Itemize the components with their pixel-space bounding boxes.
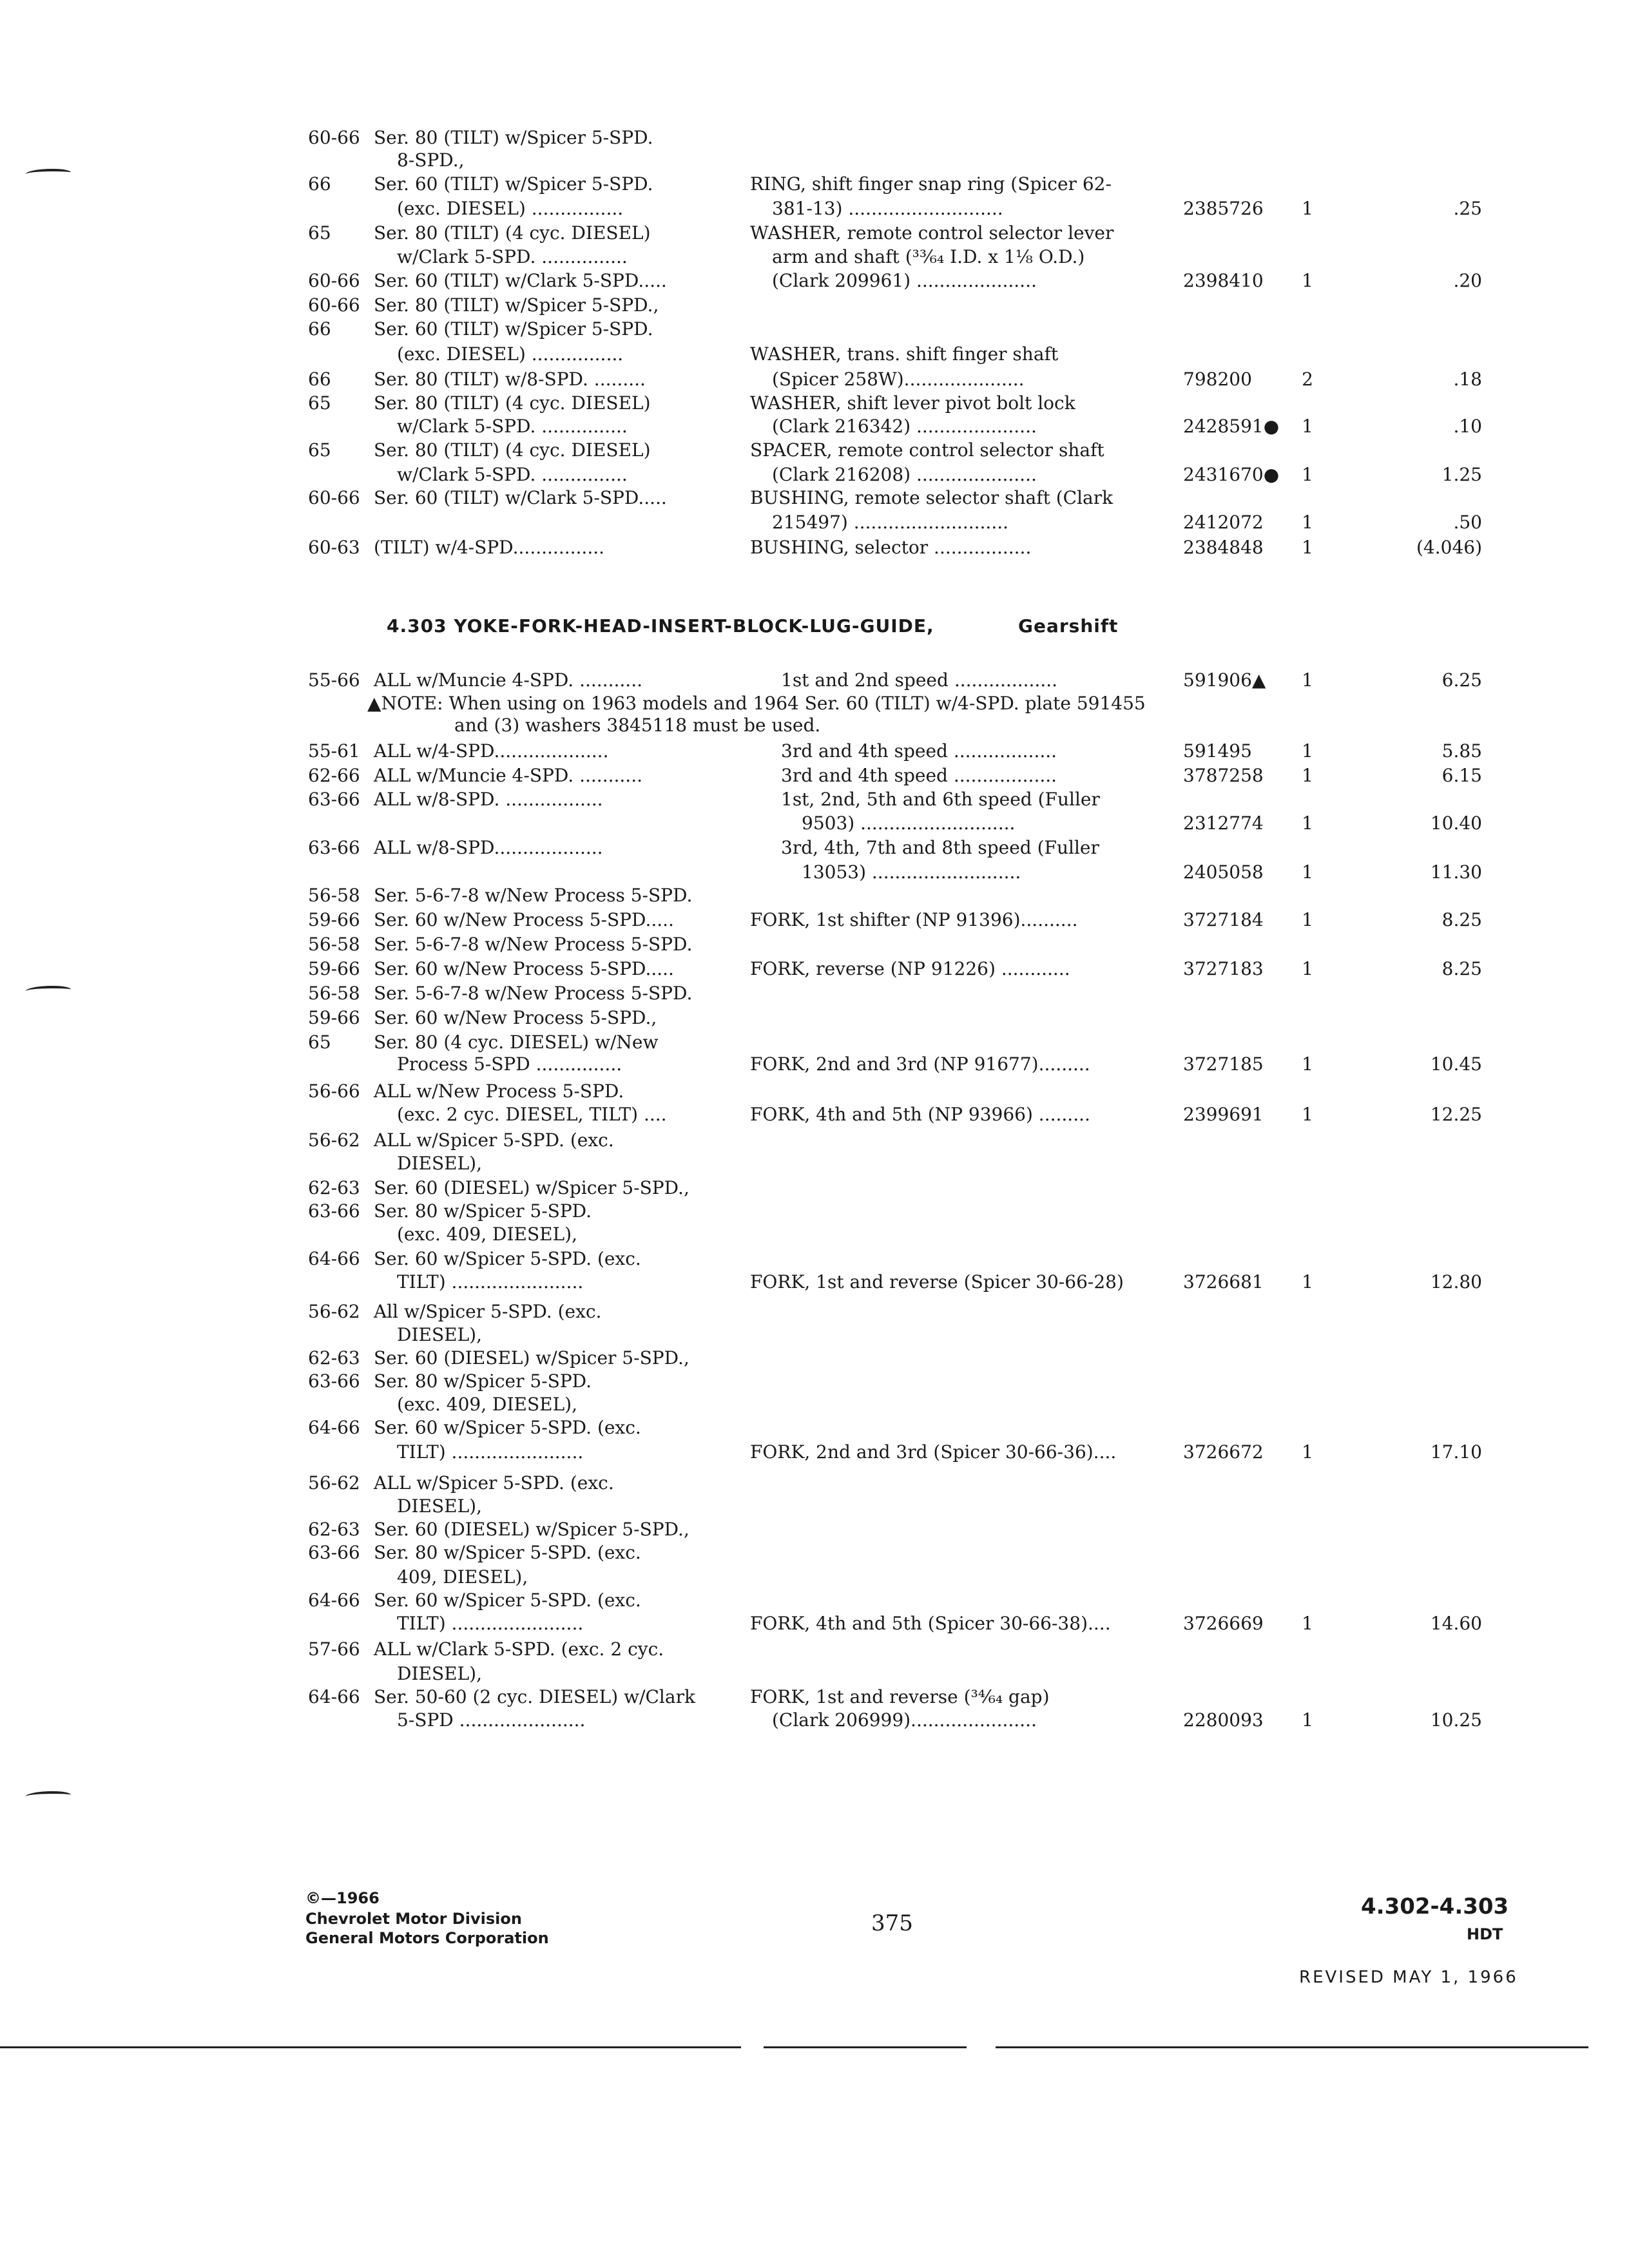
- application-text: ALL w/Spicer 5-SPD. (exc.: [374, 1129, 614, 1151]
- application-text: Ser. 80 (TILT) w/8-SPD. .........: [374, 369, 646, 390]
- part-description: FORK, 2nd and 3rd (NP 91677).........: [750, 1053, 1090, 1075]
- part-number: 2428591●: [1183, 416, 1280, 437]
- application-text: DIESEL),: [397, 1495, 482, 1517]
- list-price: 6.25: [1441, 669, 1482, 691]
- footer-rule: [0, 2046, 741, 2048]
- application-years: 56-58: [308, 885, 360, 906]
- part-description: 1st and 2nd speed ..................: [781, 669, 1058, 691]
- part-description: WASHER, trans. shift finger shaft: [750, 343, 1059, 365]
- quantity: 1: [1302, 958, 1313, 979]
- application-years: 63-66: [308, 1542, 360, 1563]
- application-text: ALL w/Muncie 4-SPD. ...........: [374, 669, 643, 691]
- part-description: FORK, 4th and 5th (NP 93966) .........: [750, 1104, 1090, 1125]
- application-years: 64-66: [308, 1417, 360, 1438]
- application-years: 60-66: [308, 127, 360, 148]
- application-text: All w/Spicer 5-SPD. (exc.: [374, 1301, 602, 1322]
- application-text: TILT) .......................: [397, 1613, 584, 1634]
- part-description: (Clark 209961) .....................: [772, 270, 1037, 291]
- application-years: 64-66: [308, 1686, 360, 1707]
- list-price: 17.10: [1430, 1441, 1482, 1463]
- application-text: Ser. 80 (4 cyc. DIESEL) w/New: [374, 1032, 659, 1053]
- quantity: 1: [1302, 1104, 1313, 1125]
- footer-rule: [996, 2046, 1588, 2048]
- part-description: arm and shaft (³³⁄₆₄ I.D. x 1⅛ O.D.): [772, 246, 1085, 267]
- application-text: Ser. 5-6-7-8 w/New Process 5-SPD.: [374, 983, 693, 1004]
- application-years: 65: [308, 222, 331, 244]
- application-years: 59-66: [308, 909, 360, 930]
- part-number: 2399691: [1183, 1104, 1264, 1125]
- list-price: 10.45: [1430, 1053, 1482, 1075]
- application-text: Ser. 80 w/Spicer 5-SPD.: [374, 1370, 592, 1392]
- list-price: 12.25: [1430, 1104, 1482, 1125]
- application-years: 63-66: [308, 837, 360, 858]
- part-description: (Clark 216342) .....................: [772, 416, 1037, 437]
- quantity: 1: [1302, 812, 1313, 834]
- part-description: 381-13) ...........................: [772, 198, 1003, 219]
- application-text: Ser. 5-6-7-8 w/New Process 5-SPD.: [374, 885, 693, 906]
- section-heading-suffix: Gearshift: [1018, 615, 1119, 637]
- quantity: 1: [1302, 1613, 1313, 1634]
- part-number: 591906▲: [1183, 669, 1266, 691]
- note-text: ▲NOTE: When using on 1963 models and 1964 Ser. 60 (TILT) w/4-SPD. plate 591455: [367, 693, 1146, 714]
- application-years: 62-63: [308, 1347, 360, 1369]
- application-text: TILT) .......................: [397, 1271, 584, 1293]
- application-text: Ser. 5-6-7-8 w/New Process 5-SPD.: [374, 934, 693, 955]
- quantity: 1: [1302, 1271, 1313, 1293]
- list-price: (4.046): [1416, 537, 1482, 558]
- quantity: 1: [1302, 1053, 1313, 1075]
- part-description: FORK, 1st and reverse (³⁴⁄₆₄ gap): [750, 1686, 1050, 1707]
- page-number: 375: [871, 1910, 913, 1936]
- list-price: 8.25: [1441, 909, 1482, 930]
- part-number: 3787258: [1183, 765, 1264, 786]
- application-text: Ser. 60 (DIESEL) w/Spicer 5-SPD.,: [374, 1347, 689, 1369]
- part-number: 2385726: [1183, 198, 1264, 219]
- application-years: 63-66: [308, 1370, 360, 1392]
- application-years: 56-62: [308, 1301, 360, 1322]
- part-description: SPACER, remote control selector shaft: [750, 439, 1104, 461]
- application-years: 66: [308, 173, 331, 195]
- list-price: 10.25: [1430, 1709, 1482, 1731]
- list-price: 10.40: [1430, 812, 1482, 834]
- part-description: FORK, 1st and reverse (Spicer 30-66-28): [750, 1271, 1124, 1293]
- application-text: 5-SPD ......................: [397, 1709, 586, 1731]
- part-number: 3726669: [1183, 1613, 1264, 1634]
- part-number: 2312774: [1183, 812, 1264, 834]
- part-description: 215497) ...........................: [772, 512, 1009, 533]
- quantity: 1: [1302, 270, 1313, 291]
- application-text: Ser. 60 (TILT) w/Spicer 5-SPD.: [374, 173, 653, 195]
- application-text: Ser. 80 (TILT) (4 cyc. DIESEL): [374, 392, 651, 414]
- quantity: 1: [1302, 464, 1313, 485]
- application-years: 56-62: [308, 1472, 360, 1494]
- application-text: Ser. 60 w/New Process 5-SPD.....: [374, 909, 674, 930]
- quantity: 1: [1302, 669, 1313, 691]
- part-number: 3726672: [1183, 1441, 1264, 1463]
- quantity: 1: [1302, 1441, 1313, 1463]
- application-text: Ser. 60 w/New Process 5-SPD.....: [374, 958, 674, 979]
- part-number: 2412072: [1183, 512, 1264, 533]
- application-text: 8-SPD.,: [397, 149, 465, 171]
- application-text: (exc. 409, DIESEL),: [397, 1224, 577, 1245]
- punch-hole-mark: [26, 1791, 71, 1800]
- application-text: 409, DIESEL),: [397, 1566, 528, 1588]
- revision-date: REVISED MAY 1, 1966: [1299, 1968, 1518, 1987]
- footer-rule: [764, 2046, 967, 2048]
- part-number: 2280093: [1183, 1709, 1264, 1731]
- part-description: BUSHING, remote selector shaft (Clark: [750, 487, 1113, 508]
- part-number: 3727184: [1183, 909, 1264, 930]
- application-years: 60-66: [308, 270, 360, 291]
- application-text: ALL w/Muncie 4-SPD. ...........: [374, 765, 643, 786]
- application-text: Ser. 60 (DIESEL) w/Spicer 5-SPD.,: [374, 1519, 689, 1540]
- application-text: ALL w/New Process 5-SPD.: [374, 1081, 624, 1102]
- application-years: 62-63: [308, 1519, 360, 1540]
- application-text: (exc. 409, DIESEL),: [397, 1394, 577, 1415]
- part-number: 2405058: [1183, 861, 1264, 883]
- part-number: 3727183: [1183, 958, 1264, 979]
- application-text: (exc. DIESEL) ................: [397, 343, 624, 365]
- application-years: 56-66: [308, 1081, 360, 1102]
- application-years: 65: [308, 439, 331, 461]
- quantity: 2: [1302, 369, 1313, 390]
- list-price: .25: [1453, 198, 1482, 219]
- part-number: 798200: [1183, 369, 1252, 390]
- punch-hole-mark: [26, 169, 71, 178]
- application-text: w/Clark 5-SPD. ...............: [397, 246, 628, 267]
- part-description: 13053) ..........................: [802, 861, 1021, 883]
- application-years: 56-58: [308, 934, 360, 955]
- quantity: 1: [1302, 512, 1313, 533]
- application-years: 55-61: [308, 740, 360, 762]
- part-description: (Clark 206999)......................: [772, 1709, 1037, 1731]
- application-text: Ser. 60 (TILT) w/Clark 5-SPD.....: [374, 270, 667, 291]
- list-price: 11.30: [1430, 861, 1482, 883]
- application-text: w/Clark 5-SPD. ...............: [397, 416, 628, 437]
- application-years: 55-66: [308, 669, 360, 691]
- application-text: ALL w/Clark 5-SPD. (exc. 2 cyc.: [374, 1639, 664, 1660]
- part-number: 591495: [1183, 740, 1252, 762]
- application-years: 65: [308, 392, 331, 414]
- part-description: FORK, 1st shifter (NP 91396)..........: [750, 909, 1078, 930]
- list-price: 1.25: [1441, 464, 1482, 485]
- part-description: (Spicer 258W).....................: [772, 369, 1025, 390]
- corporation-name: General Motors Corporation: [305, 1929, 549, 1947]
- part-description: 1st, 2nd, 5th and 6th speed (Fuller: [781, 789, 1100, 810]
- application-text: Ser. 80 (TILT) w/Spicer 5-SPD.,: [374, 294, 659, 316]
- application-text: Ser. 60 (DIESEL) w/Spicer 5-SPD.,: [374, 1177, 689, 1198]
- application-years: 66: [308, 369, 331, 390]
- application-years: 63-66: [308, 1200, 360, 1222]
- list-price: 5.85: [1441, 740, 1482, 762]
- application-years: 64-66: [308, 1248, 360, 1269]
- part-description: FORK, 4th and 5th (Spicer 30-66-38)....: [750, 1613, 1111, 1634]
- list-price: .18: [1453, 369, 1482, 390]
- application-years: 60-63: [308, 537, 360, 558]
- part-description: FORK, 2nd and 3rd (Spicer 30-66-36)....: [750, 1441, 1117, 1463]
- application-text: Ser. 60 w/Spicer 5-SPD. (exc.: [374, 1417, 641, 1438]
- part-number: 3726681: [1183, 1271, 1264, 1293]
- quantity: 1: [1302, 416, 1313, 437]
- part-description: FORK, reverse (NP 91226) ............: [750, 958, 1070, 979]
- section-heading: 4.303 YOKE-FORK-HEAD-INSERT-BLOCK-LUG-GUIDE,: [387, 615, 934, 637]
- application-text: (TILT) w/4-SPD................: [374, 537, 605, 558]
- application-years: 65: [308, 1032, 331, 1053]
- quantity: 1: [1302, 198, 1313, 219]
- part-description: (Clark 216208) .....................: [772, 464, 1037, 485]
- application-text: DIESEL),: [397, 1324, 482, 1345]
- application-text: (exc. DIESEL) ................: [397, 198, 624, 219]
- part-description: 3rd, 4th, 7th and 8th speed (Fuller: [781, 837, 1099, 858]
- part-description: RING, shift finger snap ring (Spicer 62-: [750, 173, 1112, 195]
- application-text: Ser. 80 w/Spicer 5-SPD.: [374, 1200, 592, 1222]
- part-description: 3rd and 4th speed ..................: [781, 740, 1057, 762]
- part-number: 3727185: [1183, 1053, 1264, 1075]
- application-text: Ser. 80 w/Spicer 5-SPD. (exc.: [374, 1542, 641, 1563]
- application-years: 59-66: [308, 958, 360, 979]
- application-text: Ser. 80 (TILT) w/Spicer 5-SPD.: [374, 127, 653, 148]
- application-years: 62-66: [308, 765, 360, 786]
- application-years: 66: [308, 318, 331, 340]
- application-years: 56-62: [308, 1129, 360, 1151]
- copyright: ©—1966: [305, 1889, 380, 1907]
- application-text: ALL w/8-SPD. .................: [374, 789, 603, 810]
- application-text: w/Clark 5-SPD. ...............: [397, 464, 628, 485]
- part-number: 2398410: [1183, 270, 1264, 291]
- application-years: 64-66: [308, 1590, 360, 1611]
- list-price: 14.60: [1430, 1613, 1482, 1634]
- part-description: WASHER, shift lever pivot bolt lock: [750, 392, 1075, 414]
- part-description: WASHER, remote control selector lever: [750, 222, 1114, 244]
- application-text: Process 5-SPD ...............: [397, 1053, 622, 1075]
- quantity: 1: [1302, 740, 1313, 762]
- quantity: 1: [1302, 909, 1313, 930]
- section-range: 4.302-4.303: [1361, 1894, 1509, 1919]
- quantity: 1: [1302, 861, 1313, 883]
- part-number: 2431670●: [1183, 464, 1280, 485]
- punch-hole-mark: [26, 986, 71, 995]
- application-years: 57-66: [308, 1639, 360, 1660]
- application-years: 59-66: [308, 1007, 360, 1028]
- list-price: 8.25: [1441, 958, 1482, 979]
- application-text: ALL w/4-SPD....................: [374, 740, 609, 762]
- application-years: 62-63: [308, 1177, 360, 1198]
- quantity: 1: [1302, 537, 1313, 558]
- application-years: 60-66: [308, 487, 360, 508]
- application-text: DIESEL),: [397, 1153, 482, 1174]
- part-description: 3rd and 4th speed ..................: [781, 765, 1057, 786]
- part-description: BUSHING, selector .................: [750, 537, 1032, 558]
- note-text: and (3) washers 3845118 must be used.: [454, 715, 821, 736]
- division-name: Chevrolet Motor Division: [305, 1910, 522, 1928]
- part-number: 2384848: [1183, 537, 1264, 558]
- application-text: Ser. 60 (TILT) w/Clark 5-SPD.....: [374, 487, 667, 508]
- application-text: Ser. 60 (TILT) w/Spicer 5-SPD.: [374, 318, 653, 340]
- catalog-code: HDT: [1467, 1925, 1503, 1943]
- part-description: 9503) ...........................: [802, 812, 1016, 834]
- list-price: 12.80: [1430, 1271, 1482, 1293]
- application-text: TILT) .......................: [397, 1441, 584, 1463]
- list-price: .20: [1453, 270, 1482, 291]
- application-text: Ser. 60 w/Spicer 5-SPD. (exc.: [374, 1590, 641, 1611]
- application-years: 60-66: [308, 294, 360, 316]
- application-text: Ser. 60 w/New Process 5-SPD.,: [374, 1007, 657, 1028]
- list-price: 6.15: [1441, 765, 1482, 786]
- application-years: 63-66: [308, 789, 360, 810]
- application-text: Ser. 80 (TILT) (4 cyc. DIESEL): [374, 222, 651, 244]
- application-text: (exc. 2 cyc. DIESEL, TILT) ....: [397, 1104, 667, 1125]
- application-text: Ser. 80 (TILT) (4 cyc. DIESEL): [374, 439, 651, 461]
- quantity: 1: [1302, 765, 1313, 786]
- application-text: Ser. 60 w/Spicer 5-SPD. (exc.: [374, 1248, 641, 1269]
- application-text: Ser. 50-60 (2 cyc. DIESEL) w/Clark: [374, 1686, 695, 1707]
- application-text: DIESEL),: [397, 1663, 482, 1684]
- application-years: 56-58: [308, 983, 360, 1004]
- application-text: ALL w/8-SPD...................: [374, 837, 603, 858]
- list-price: .10: [1453, 416, 1482, 437]
- list-price: .50: [1453, 512, 1482, 533]
- application-text: ALL w/Spicer 5-SPD. (exc.: [374, 1472, 614, 1494]
- quantity: 1: [1302, 1709, 1313, 1731]
